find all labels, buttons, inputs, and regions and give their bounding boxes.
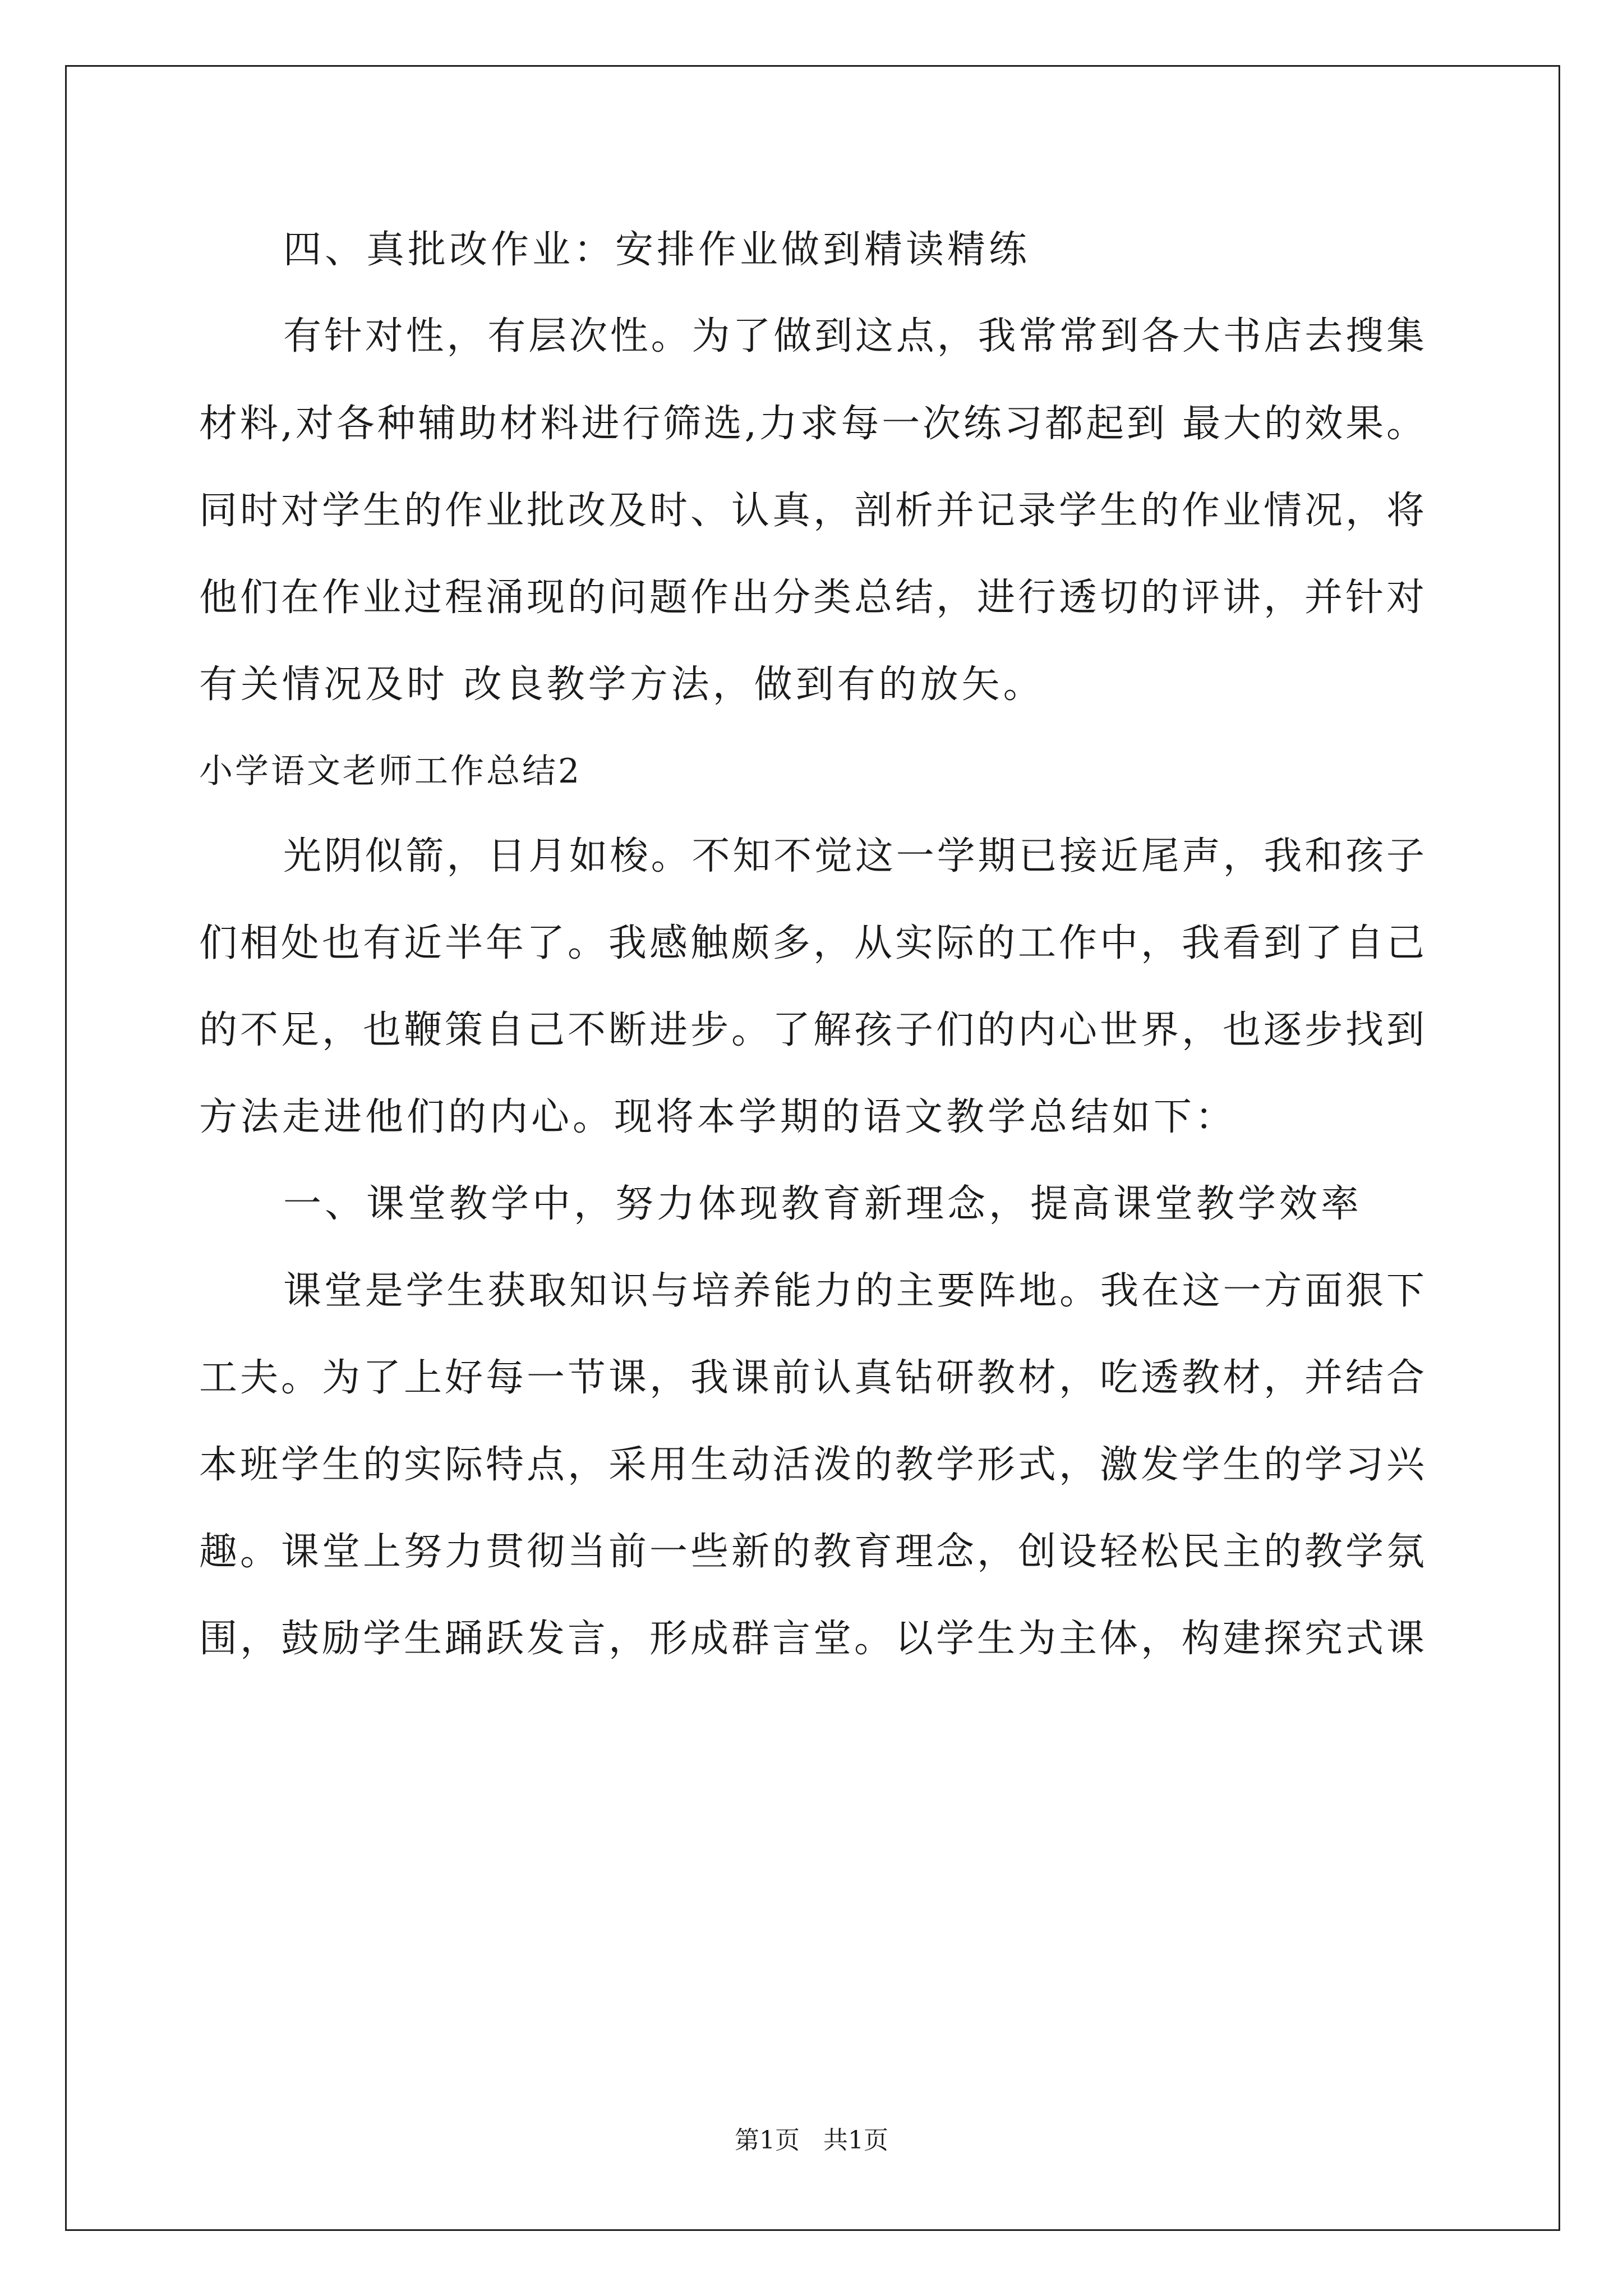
paragraph-line: 们相处也有近半年了。我感触颇多，从实际的工作中，我看到了自己: [199, 921, 1424, 965]
paragraph-line: 方法走进他们的内心。现将本学期的语文教学总结如下：: [199, 1095, 1237, 1139]
paragraph-line: 他们在作业过程涌现的问题作出分类总结，进行透切的评讲，并针对: [199, 576, 1424, 620]
paragraph-line: 工夫。为了上好每一节课，我课前认真钻研教材，吃透教材，并结合: [199, 1356, 1424, 1400]
article-title: 小学语文老师工作总结2: [199, 752, 582, 791]
paragraph-line: 有关情况及时 改良教学方法，做到有的放矢。: [199, 662, 1045, 707]
paragraph-line: 的不足，也鞭策自己不断进步。了解孩子们的内心世界，也逐步找到: [199, 1008, 1424, 1052]
paragraph-line: 同时对学生的作业批改及时、认真，剖析并记录学生的作业情况，将: [199, 489, 1424, 533]
section-4-heading: 四、真批改作业：安排作业做到精读精练: [283, 228, 1031, 272]
page-footer: 第1页 共1页: [735, 2126, 888, 2155]
paragraph-line: 光阴似箭，日月如梭。不知不觉这一学期已接近尾声，我和孩子: [283, 834, 1424, 878]
page-border: [65, 65, 1560, 2231]
paragraph-line: 趣。课堂上努力贯彻当前一些新的教育理念，创设轻松民主的教学氛: [199, 1530, 1424, 1574]
paragraph-line: 课堂是学生获取知识与培养能力的主要阵地。我在这一方面狠下: [283, 1269, 1424, 1313]
section-1-heading: 一、课堂教学中，努力体现教育新理念，提高课堂教学效率: [283, 1182, 1363, 1226]
paragraph-line: 围，鼓励学生踊跃发言，形成群言堂。以学生为主体，构建探究式课: [199, 1617, 1424, 1661]
paragraph-line: 本班学生的实际特点，采用生动活泼的教学形式，激发学生的学习兴: [199, 1443, 1424, 1487]
paragraph-line: 有针对性，有层次性。为了做到这点，我常常到各大书店去搜集: [283, 314, 1424, 358]
paragraph-line: 材料,对各种辅助材料进行筛选,力求每一次练习都起到 最大的效果。: [199, 402, 1424, 446]
